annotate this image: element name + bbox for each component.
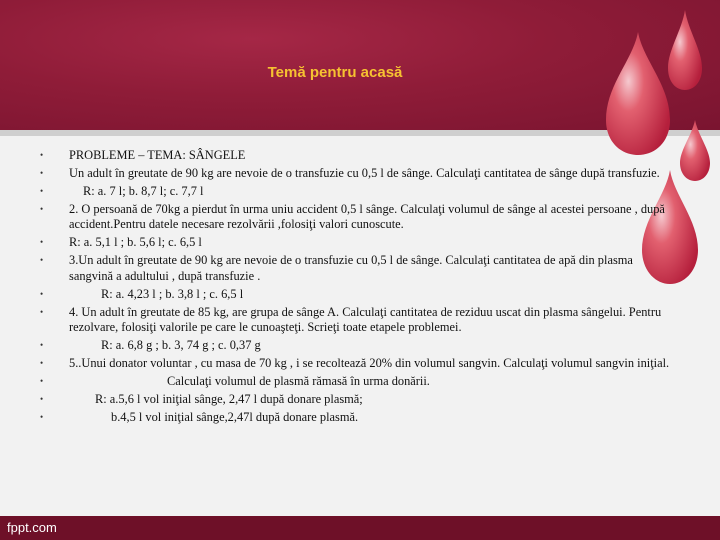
- list-item: • R: a. 7 l; b. 8,7 l; c. 7,7 l: [40, 184, 204, 198]
- drop-icon: [680, 120, 710, 181]
- list-item: • R: a. 5,1 l ; b. 5,6 l; c. 6,5 l: [40, 235, 202, 250]
- list-item: • b.4,5 l vol iniţial sânge,2,47l după donare plasmă.: [40, 410, 359, 425]
- list-item: • 4. Un adult în greutate de 85 kg, are grupa de sânge A. Calculaţi cantitatea de reziduu uscat din plasma sângelui. Pentru rezolvare, folosiţi valorile pe care le cunoaşteţi. Scrieţi toate etapele problemei.: [40, 304, 662, 335]
- slide-content: [40, 148, 680, 428]
- list-item: • 2. O persoană de 70kg a pierdut în urma uniu accident 0,5 l sânge. Calculaţi volumul de sânge al acestei persoane , după accident.Pentru datele necesare rezolvării ,folosiţi valori cunoscute.: [40, 202, 665, 232]
- drop-icon: [668, 10, 702, 90]
- slide-footer: [0, 516, 720, 540]
- list-item: • R: a. 6,8 g ; b. 3, 74 g ; c. 0,37 g: [40, 338, 261, 353]
- list-item: • R: a. 4,23 l ; b. 3,8 l ; c. 6,5 l: [40, 286, 244, 301]
- slide-title: Temă pentru acasă: [267, 64, 403, 81]
- list-item: • R: a.5,6 l vol iniţial sânge, 2,47 l după donare plasmă;: [40, 392, 363, 407]
- drop-icon: [606, 32, 670, 155]
- footer-brand: fppt.com: [7, 520, 57, 535]
- list-item: • PROBLEME – TEMA: SÂNGELE: [40, 148, 246, 162]
- list-item: • Un adult în greutate de 90 kg are nevoie de o transfuzie cu 0,5 l de sânge. Calculaţi cantitatea de sânge după transfuzie.: [40, 166, 660, 180]
- list-item: • 3.Un adult în greutate de 90 kg are nevoie de o transfuzie cu 0,5 l de sânge. Calculaţi cantitatea de apă din plasma sangvină a adultului , după transfuzie .: [40, 253, 633, 283]
- list-item: • 5..Unui donator voluntar , cu masa de 70 kg , i se recoltează 20% din volumul sangvin. Calculaţi volumul sangvin iniţial.: [40, 356, 670, 371]
- list-item: • Calculaţi volumul de plasmă rămasă în urma donării.: [40, 374, 430, 389]
